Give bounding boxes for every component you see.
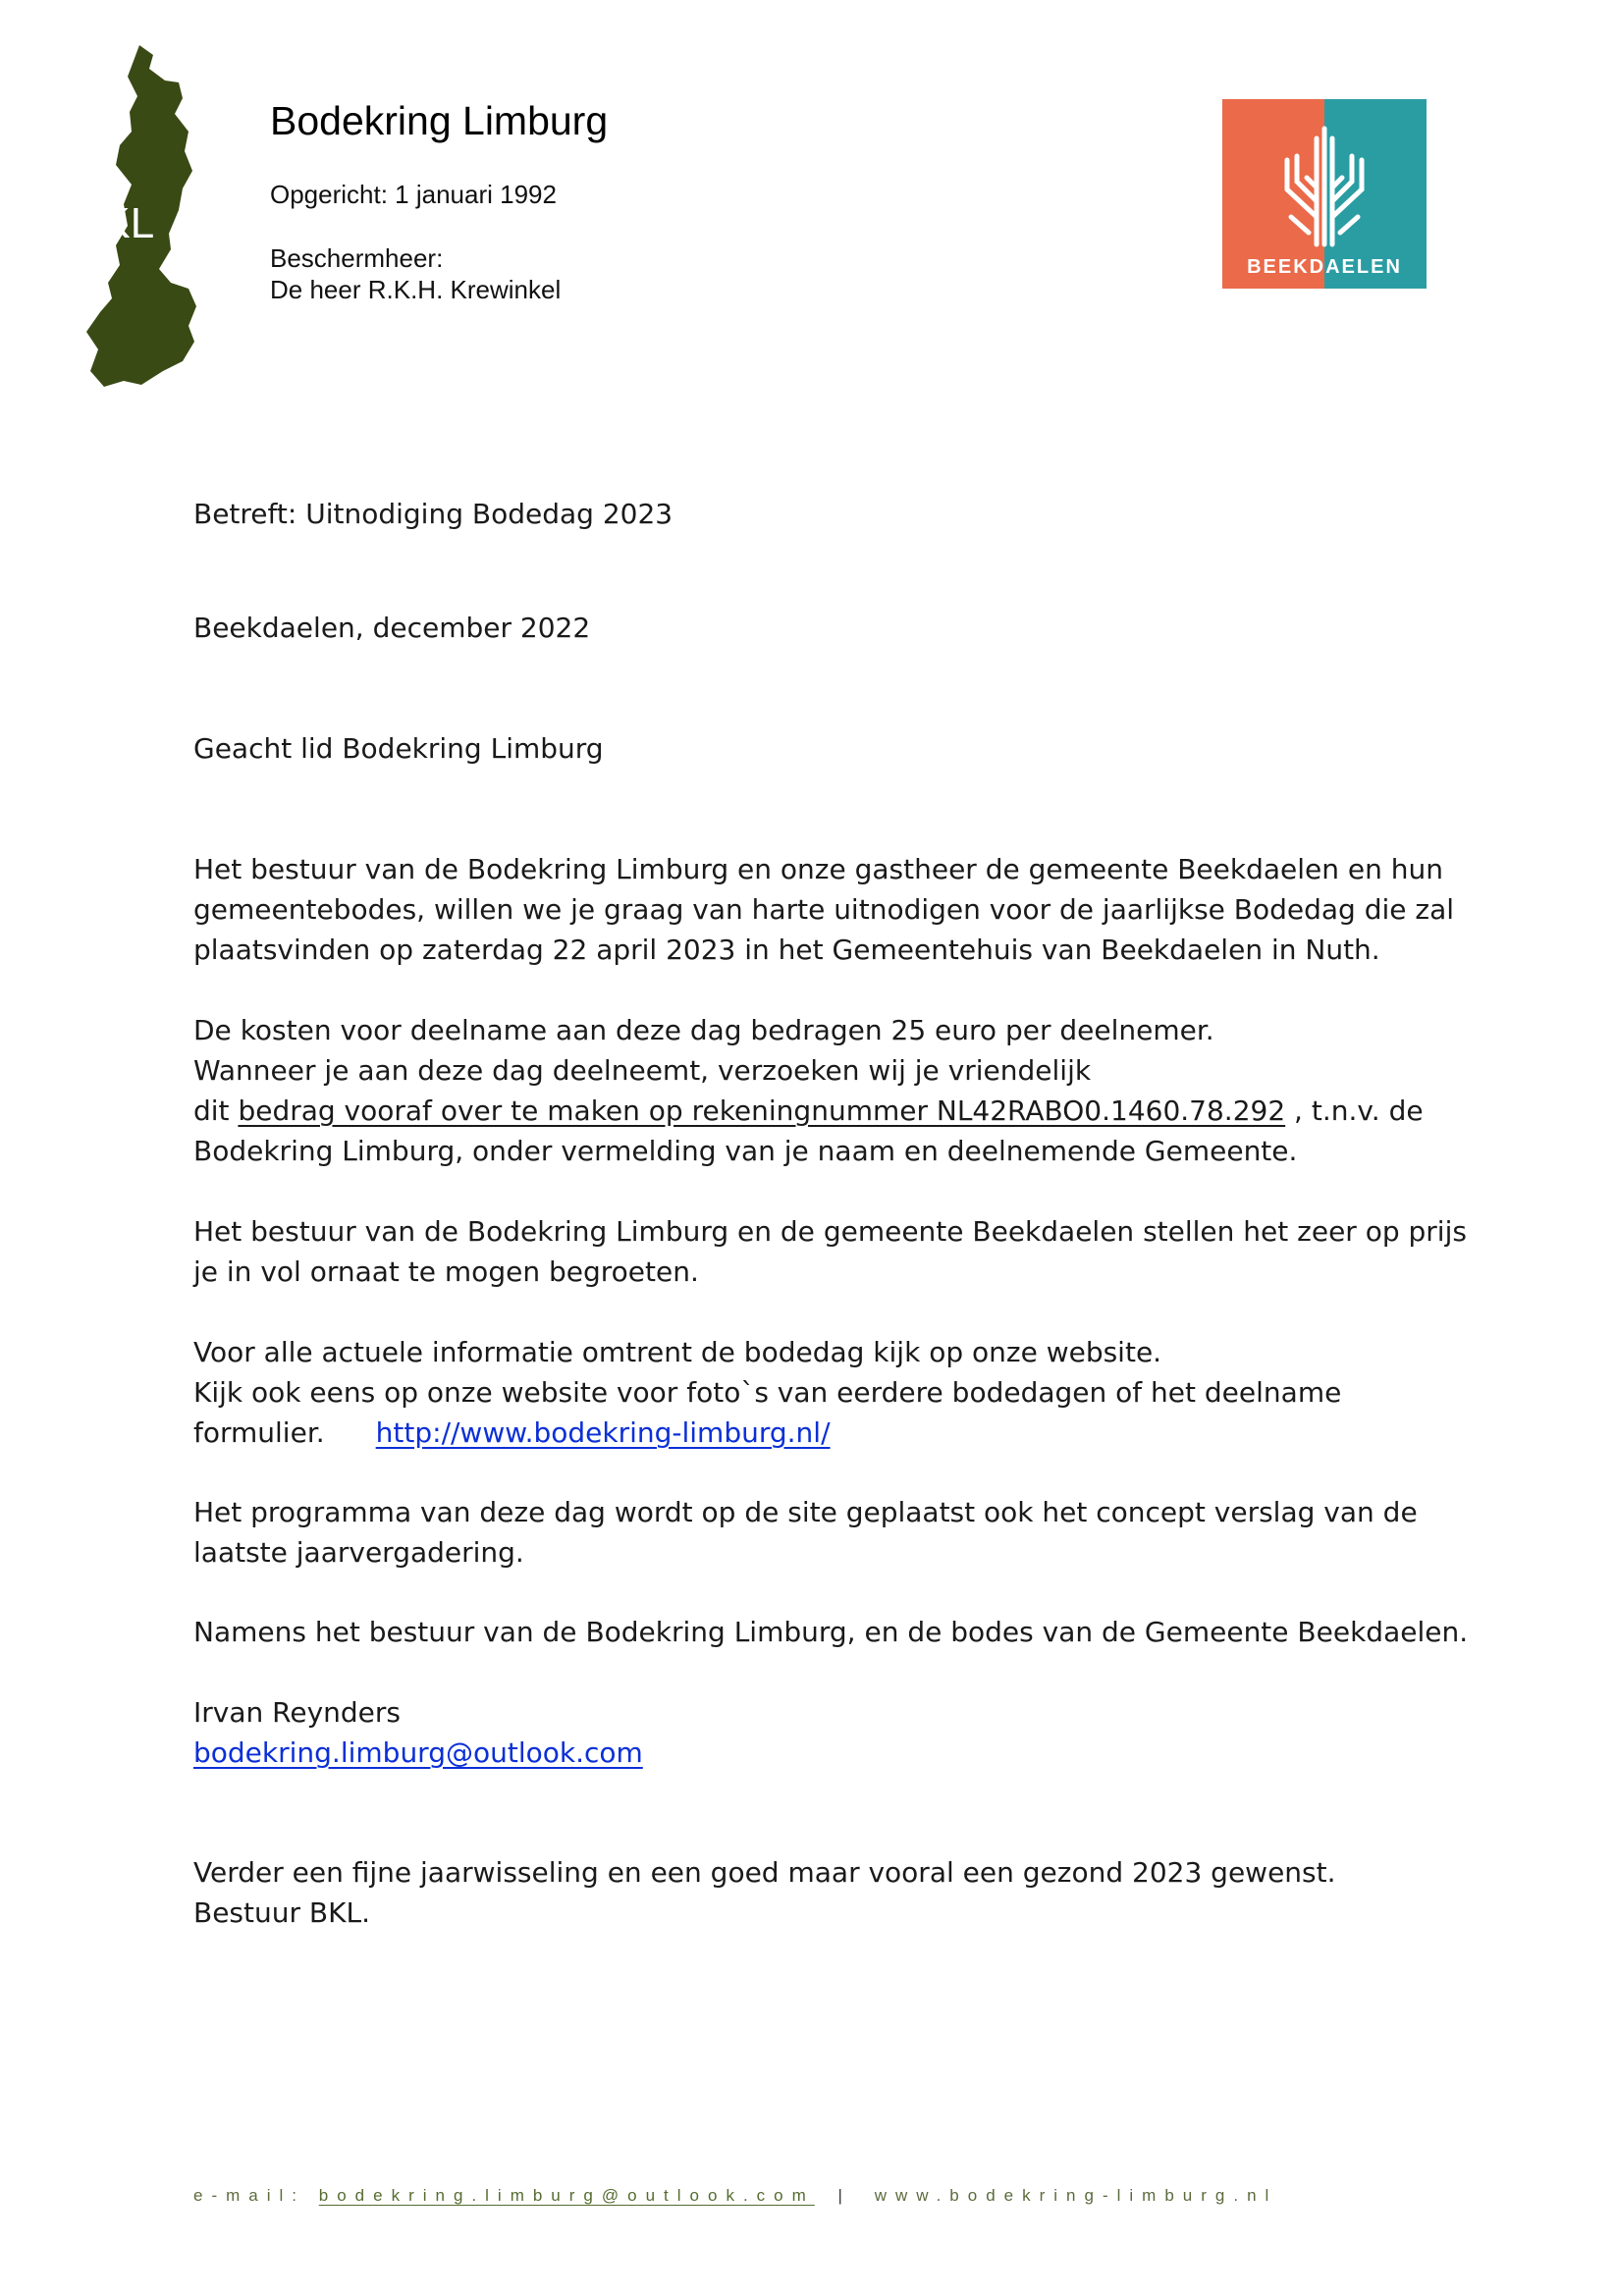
- footer-separator: |: [837, 2186, 851, 2205]
- paragraph-line: Kijk ook eens op onze website voor foto`s van eerdere bodedagen of het deelname: [193, 1376, 1342, 1409]
- footer-email-link[interactable]: bodekring.limburg@outlook.com: [318, 2186, 815, 2205]
- paragraph-on-behalf: [193, 1612, 1469, 1652]
- closing-line: Bestuur BKL.: [193, 1896, 370, 1929]
- paragraph-line: gemeentebodes, willen we je graag van harte uitnodigen voor de jaarlijkse Bodedag die zal: [193, 893, 1455, 926]
- closing-line: Verder een fijne jaarwisseling en een goed maar vooral een gezond 2023 gewenst.: [193, 1856, 1336, 1889]
- footer-website[interactable]: www.bodekring-limburg.nl: [874, 2186, 1278, 2205]
- payment-prefix: dit: [193, 1095, 239, 1127]
- paragraph-invitation: [193, 849, 1455, 970]
- paragraph-attire: [193, 1211, 1467, 1292]
- signer-name: Irvan Reynders: [193, 1696, 401, 1729]
- paragraph-line: Bodekring Limburg, onder vermelding van je naam en deelnemende Gemeente.: [193, 1135, 1298, 1167]
- paragraph-line: Het bestuur van de Bodekring Limburg en onze gastheer de gemeente Beekdaelen en hun: [193, 853, 1444, 885]
- page-footer: [193, 2186, 1277, 2206]
- letter-subject: [193, 494, 1430, 534]
- paragraph-line: Het programma van deze dag wordt op de site geplaatst ook het concept verslag van de: [193, 1496, 1418, 1528]
- paragraph-line: Namens het bestuur van de Bodekring Limburg, en de bodes van de Gemeente Beekdaelen.: [193, 1616, 1469, 1648]
- paragraph-website: [193, 1332, 1430, 1453]
- letter-salutation: [193, 728, 1430, 769]
- form-label: formulier.: [193, 1416, 325, 1449]
- salutation-text: Geacht lid Bodekring Limburg: [193, 732, 604, 765]
- bkl-logo: [73, 41, 230, 390]
- organization-name: Bodekring Limburg: [270, 98, 609, 143]
- website-link[interactable]: http://www.bodekring-limburg.nl/: [375, 1416, 831, 1449]
- closing-block: [193, 1852, 1430, 1933]
- paragraph-line: plaatsvinden op zaterdag 22 april 2023 in het Gemeentehuis van Beekdaelen in Nuth.: [193, 934, 1380, 966]
- beekdaelen-logo-text: BEEKDAELEN: [1247, 256, 1402, 278]
- founded-date: Opgericht: 1 januari 1992: [270, 180, 557, 209]
- patron-name: De heer R.K.H. Krewinkel: [270, 275, 562, 304]
- paragraph-line: laatste jaarvergadering.: [193, 1536, 524, 1569]
- paragraph-line: je in vol ornaat te mogen begroeten.: [193, 1255, 699, 1288]
- patron-label: Beschermheer:: [270, 243, 444, 273]
- signature-block: [193, 1692, 1430, 1773]
- subject-line: Betreft: Uitnodiging Bodedag 2023: [193, 498, 673, 530]
- payment-line: [193, 1091, 1430, 1131]
- website-line: [193, 1413, 1430, 1453]
- payment-suffix: , t.n.v. de: [1285, 1095, 1424, 1127]
- signer-email-link[interactable]: bodekring.limburg@outlook.com: [193, 1736, 643, 1769]
- beekdaelen-logo: [1222, 99, 1427, 289]
- paragraph-costs: [193, 1010, 1430, 1171]
- bkl-logo-text: BKL: [73, 199, 155, 247]
- paragraph-line: Het bestuur van de Bodekring Limburg en de gemeente Beekdaelen stellen het zeer op prijs: [193, 1215, 1467, 1248]
- paragraph-line: De kosten voor deelname aan deze dag bedragen 25 euro per deelnemer.: [193, 1014, 1214, 1046]
- dateline-text: Beekdaelen, december 2022: [193, 612, 591, 644]
- bank-account-instruction: bedrag vooraf over te maken op rekeningnummer NL42RABO0.1460.78.292: [238, 1095, 1286, 1127]
- letter-dateline: [193, 608, 1430, 648]
- footer-email-label: e-mail:: [193, 2186, 306, 2205]
- paragraph-line: Voor alle actuele informatie omtrent de bodedag kijk op onze website.: [193, 1336, 1162, 1368]
- paragraph-program: [193, 1492, 1430, 1573]
- paragraph-line: Wanneer je aan deze dag deelneemt, verzoeken wij je vriendelijk: [193, 1054, 1092, 1087]
